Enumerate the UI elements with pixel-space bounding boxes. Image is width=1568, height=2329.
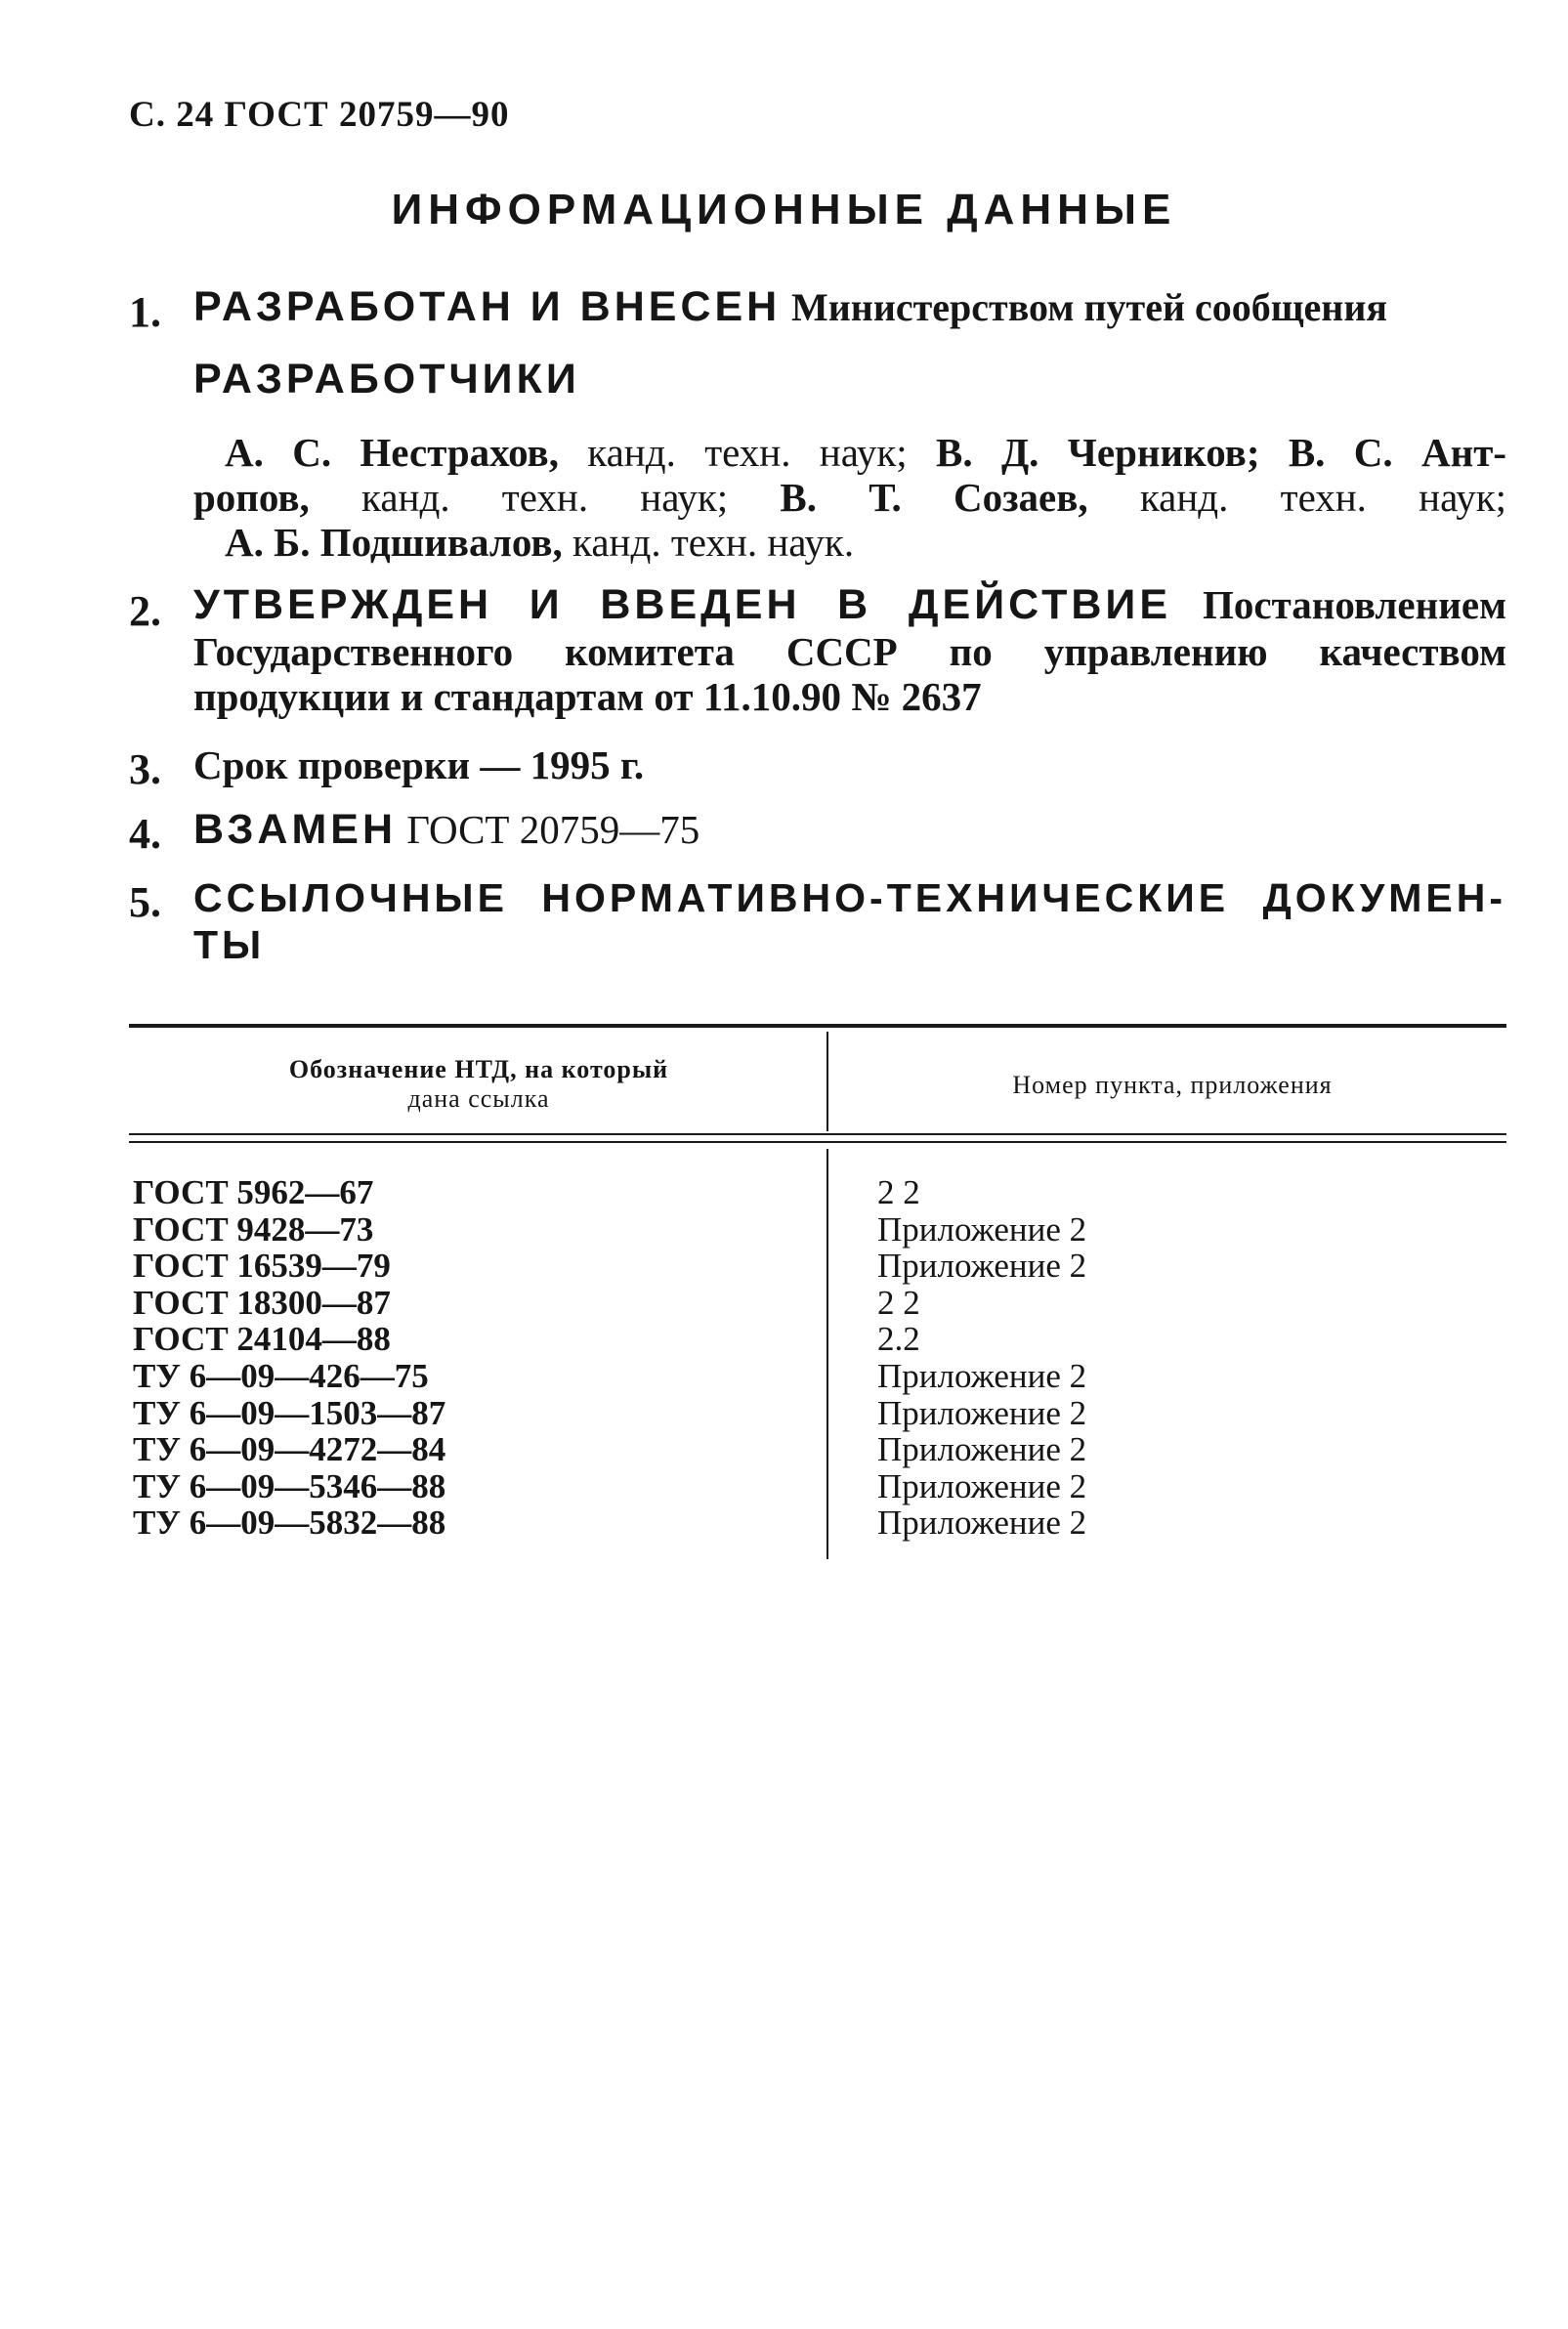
table-row-clause: Приложение 2 — [877, 1247, 1087, 1285]
table-row-clause: Приложение 2 — [877, 1394, 1087, 1432]
table-row-clause: Приложение 2 — [877, 1357, 1087, 1395]
item-2-number: 2. — [129, 587, 161, 635]
table-row-designation: ГОСТ 9428—73 — [133, 1210, 374, 1249]
table-row-designation: ГОСТ 5962—67 — [133, 1173, 374, 1211]
table-row-designation: ТУ 6—09—1503—87 — [133, 1394, 446, 1432]
page-header: С. 24 ГОСТ 20759—90 — [129, 95, 510, 135]
column-header-clause: Номер пункта, приложения — [1012, 1071, 1333, 1099]
table-row-clause: Приложение 2 — [877, 1503, 1087, 1542]
item-2-line-2: Государственного комитета СССР по управлению качеством — [193, 629, 1506, 674]
developers-line-3: А. Б. Подшивалов, канд. техн. наук. — [225, 520, 855, 565]
item-5-line-1: ССЫЛОЧНЫЕ НОРМАТИВНО-ТЕХНИЧЕСКИЕ ДОКУМЕН- — [193, 875, 1506, 920]
table-row-clause: 2 2 — [877, 1284, 920, 1322]
document-title: ИНФОРМАЦИОННЫЕ ДАННЫЕ — [391, 186, 1177, 233]
table-header-rule-2 — [129, 1141, 1506, 1143]
table-row-designation: ТУ 6—09—426—75 — [133, 1357, 429, 1395]
table-row-designation: ТУ 6—09—5832—88 — [133, 1503, 446, 1542]
table-header-divider — [826, 1032, 828, 1131]
table-top-rule — [129, 1024, 1506, 1028]
item-2-line-3: продукции и стандартам от 11.10.90 № 2637 — [193, 674, 982, 719]
table-row-clause: Приложение 2 — [877, 1210, 1087, 1249]
table-row-designation: ТУ 6—09—5346—88 — [133, 1467, 446, 1505]
table-row-clause: 2.2 — [877, 1320, 920, 1358]
table-row-clause: Приложение 2 — [877, 1430, 1087, 1468]
table-row-clause: 2 2 — [877, 1173, 920, 1211]
table-row-clause: Приложение 2 — [877, 1467, 1087, 1505]
developers-heading: РАЗРАБОТЧИКИ — [193, 356, 580, 402]
item-1-number: 1. — [129, 288, 161, 336]
developers-line-1: А. С. Нестрахов, канд. техн. наук; В. Д. Черников; В. С. Ант- — [225, 430, 1506, 475]
item-5-line-2: ТЫ — [193, 922, 266, 967]
item-1-heading: РАЗРАБОТАН И ВНЕСЕН — [193, 283, 782, 330]
item-1-text: Министерством путей сообщения — [791, 285, 1388, 329]
table-row-designation: ГОСТ 24104—88 — [133, 1320, 391, 1358]
item-4-number: 4. — [129, 810, 161, 858]
item-4-line: ВЗАМЕН ГОСТ 20759—75 — [193, 806, 700, 853]
table-row-designation: ТУ 6—09—4272—84 — [133, 1430, 446, 1468]
table-row-designation: ГОСТ 18300—87 — [133, 1284, 391, 1322]
column-header-designation: Обозначение НТД, на который дана ссылка — [288, 1055, 669, 1113]
item-2-line-1: УТВЕРЖДЕН И ВВЕДЕН В ДЕЙСТВИЕ Постановлением — [193, 581, 1507, 628]
table-row-designation: ГОСТ 16539—79 — [133, 1247, 391, 1285]
table-body-divider — [826, 1149, 828, 1559]
item-3-text: Срок проверки — 1995 г. — [193, 742, 645, 787]
item-3-number: 3. — [129, 745, 161, 793]
item-5-number: 5. — [129, 878, 161, 926]
table-header-rule-1 — [129, 1133, 1506, 1135]
developers-line-2: ропов, канд. техн. наук; В. Т. Созаев, канд. техн. наук; — [193, 475, 1507, 520]
